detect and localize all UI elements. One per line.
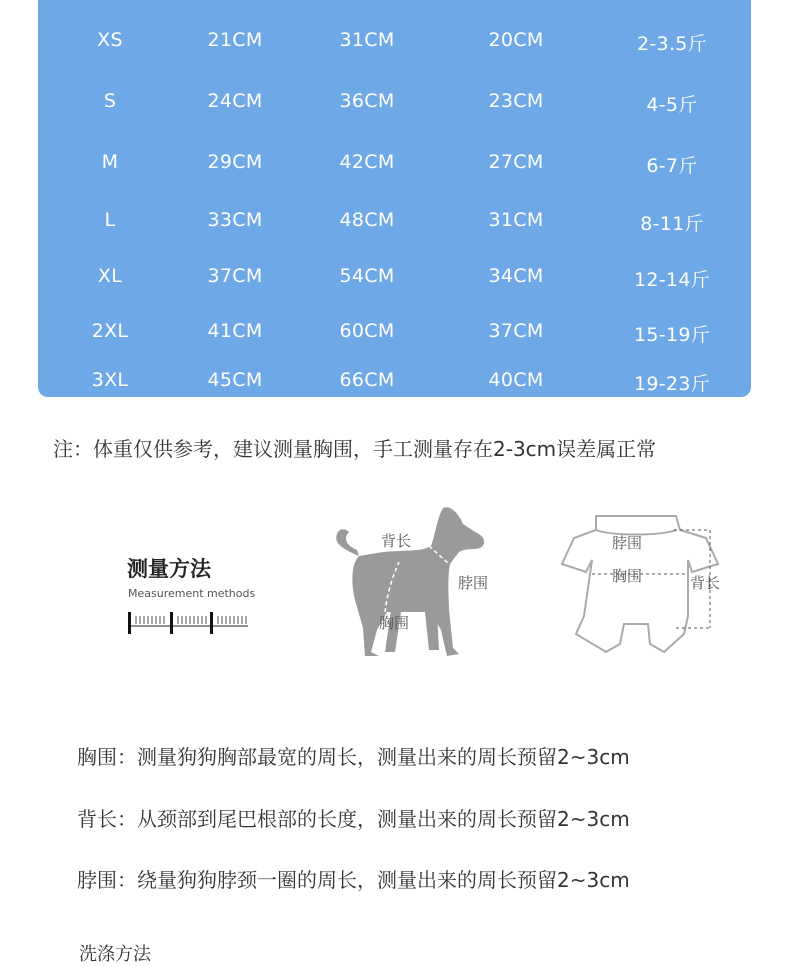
size-cell-weight: 2-3.5斤 xyxy=(637,33,707,55)
size-row xyxy=(38,369,751,399)
size-row xyxy=(38,29,751,59)
size-cell-weight: 4-5斤 xyxy=(646,94,698,116)
chest-description: 胸围：测量狗狗胸部最宽的周长，测量出来的周长预留2~3cm xyxy=(77,745,630,769)
size-cell-col2: 37CM xyxy=(207,265,263,287)
dog-back-label: 背长 xyxy=(381,532,412,550)
size-row xyxy=(38,320,751,350)
size-cell-weight: 19-23斤 xyxy=(633,373,711,395)
size-cell-col4: 23CM xyxy=(488,90,544,112)
size-cell-col2: 41CM xyxy=(207,320,263,342)
size-cell-col3: 31CM xyxy=(339,29,395,51)
size-cell-size: XS xyxy=(97,29,123,51)
size-cell-weight: 12-14斤 xyxy=(633,269,711,291)
dog-chest-label: 胸围 xyxy=(379,614,410,632)
size-cell-col2: 21CM xyxy=(207,29,263,51)
size-cell-size: S xyxy=(103,90,117,112)
size-cell-col4: 37CM xyxy=(488,320,544,342)
ruler-icon xyxy=(128,608,250,634)
size-cell-col4: 20CM xyxy=(488,29,544,51)
size-cell-col4: 34CM xyxy=(488,265,544,287)
method-title: 测量方法 xyxy=(127,557,211,581)
size-cell-size: XL xyxy=(97,265,123,287)
size-row xyxy=(38,90,751,120)
size-cell-col3: 36CM xyxy=(339,90,395,112)
size-cell-col4: 31CM xyxy=(488,209,544,231)
size-cell-col3: 66CM xyxy=(339,369,395,391)
size-cell-weight: 15-19斤 xyxy=(633,324,711,346)
size-row xyxy=(38,151,751,181)
size-cell-col3: 42CM xyxy=(339,151,395,173)
size-row xyxy=(38,265,751,295)
back-length-description: 背长：从颈部到尾巴根部的长度，测量出来的周长预留2~3cm xyxy=(77,807,630,831)
size-cell-col4: 27CM xyxy=(488,151,544,173)
neck-description: 脖围：绕量狗狗脖颈一圈的周长，测量出来的周长预留2~3cm xyxy=(77,868,630,892)
size-table xyxy=(38,0,751,397)
shirt-neck-label: 脖围 xyxy=(612,534,643,552)
shirt-back-label: 背长 xyxy=(690,574,721,592)
size-cell-size: M xyxy=(101,151,119,173)
size-cell-col2: 24CM xyxy=(207,90,263,112)
size-cell-col2: 33CM xyxy=(207,209,263,231)
size-cell-col3: 54CM xyxy=(339,265,395,287)
method-subtitle: Measurement methods xyxy=(128,587,256,600)
dog-neck-label: 脖围 xyxy=(458,574,489,592)
size-cell-size: 2XL xyxy=(91,320,129,342)
size-cell-weight: 6-7斤 xyxy=(646,155,698,177)
size-cell-col3: 48CM xyxy=(339,209,395,231)
size-cell-size: L xyxy=(104,209,116,231)
size-cell-col3: 60CM xyxy=(339,320,395,342)
size-cell-col2: 45CM xyxy=(207,369,263,391)
washing-method-heading: 洗涤方法 xyxy=(79,944,151,965)
size-cell-col4: 40CM xyxy=(488,369,544,391)
size-note: 注：体重仅供参考，建议测量胸围，手工测量存在2-3cm误差属正常 xyxy=(53,437,657,461)
size-cell-weight: 8-11斤 xyxy=(640,213,704,235)
shirt-chest-label: 胸围 xyxy=(612,567,643,585)
size-cell-size: 3XL xyxy=(91,369,129,391)
size-cell-col2: 29CM xyxy=(207,151,263,173)
size-row xyxy=(38,209,751,239)
